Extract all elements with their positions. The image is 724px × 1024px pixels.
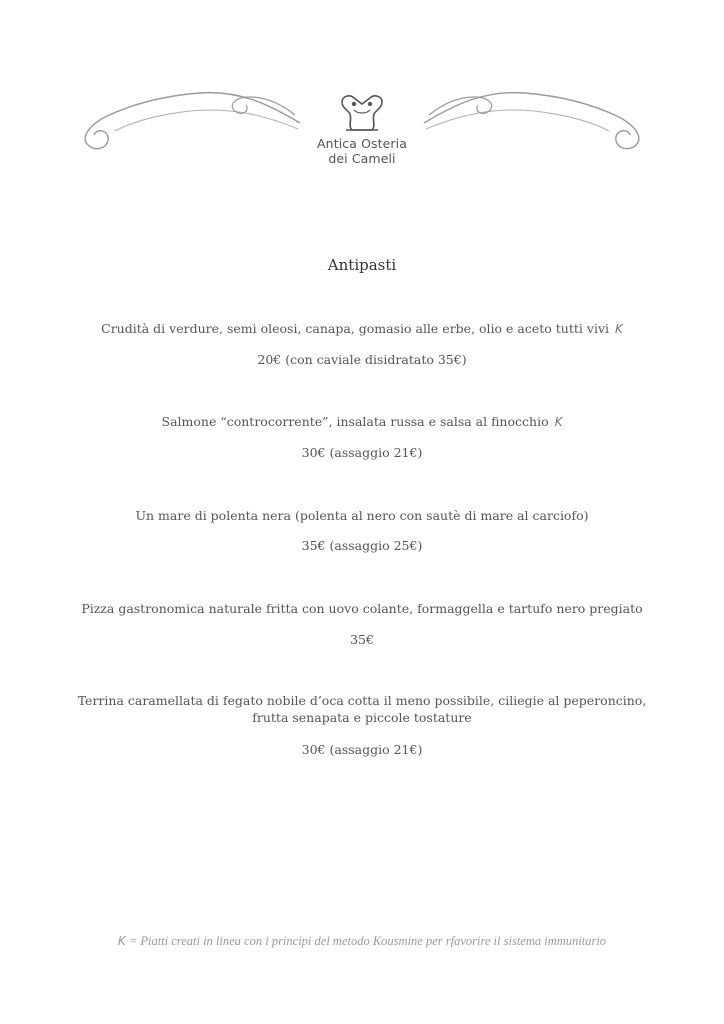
dish-price: 30€ (assaggio 21€) bbox=[301, 742, 423, 757]
restaurant-name-line1: Antica Osteria bbox=[317, 136, 407, 151]
restaurant-name-line2: dei Cameli bbox=[328, 151, 396, 166]
right-scroll-ornament bbox=[414, 85, 654, 155]
left-scroll-ornament bbox=[70, 85, 310, 155]
dish-price: 20€ (con caviale disidratato 35€) bbox=[257, 352, 467, 367]
section-title: Antipasti bbox=[327, 256, 397, 274]
restaurant-logo bbox=[312, 136, 412, 166]
dish-name bbox=[40, 600, 684, 617]
dish-name-text: Pizza gastronomica naturale fritta con uovo colante, formaggella e tartufo nero pregiato bbox=[81, 601, 643, 616]
osteria-logo-emblem bbox=[332, 90, 392, 138]
dish-name bbox=[60, 507, 664, 524]
dish-name-text: Un mare di polenta nera (polenta al nero con sautè di mare al carciofo) bbox=[135, 508, 589, 523]
dish-name bbox=[60, 320, 664, 338]
kousmine-footnote bbox=[0, 934, 724, 949]
dish-name-line2: frutta senapata e piccole tostature bbox=[252, 710, 472, 725]
kousmine-k-icon: K bbox=[615, 322, 623, 336]
dish-name-line1: Terrina caramellata di fegato nobile d’oca cotta il meno possibile, ciliegie al peperoncino, bbox=[77, 693, 647, 708]
dish-price: 30€ (assaggio 21€) bbox=[301, 445, 423, 460]
dish-name bbox=[60, 413, 664, 431]
kousmine-k-icon: K bbox=[554, 415, 563, 429]
kousmine-k-icon: K bbox=[117, 934, 126, 948]
dish-price: 35€ bbox=[350, 632, 374, 647]
footnote-text: = Piatti creati in linea con i principi del metodo Kousmine per rfavorire il sistema immunitario bbox=[128, 934, 607, 948]
dish-name-text: Salmone “controcorrente”, insalata russa e salsa al finocchio bbox=[161, 414, 549, 429]
menu-header bbox=[0, 80, 724, 190]
dish-name bbox=[40, 692, 684, 726]
dish-name-text: Crudità di verdure, semi oleosi, canapa, gomasio alle erbe, olio e aceto tutti vivi bbox=[101, 321, 609, 336]
dish-price: 35€ (assaggio 25€) bbox=[301, 538, 423, 553]
